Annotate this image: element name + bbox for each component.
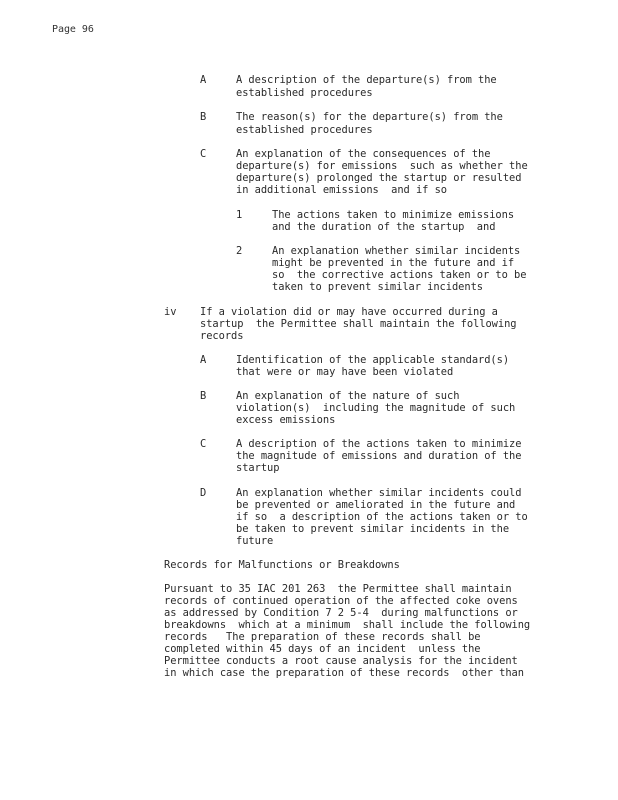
- item-text-line: excess emissions: [236, 414, 336, 426]
- subitem-marker: 1: [236, 209, 243, 221]
- item-text-line: The reason(s) for the departure(s) from the: [236, 111, 503, 123]
- section-text-line: records: [200, 330, 244, 342]
- subitem-text-line: might be prevented in the future and if: [272, 257, 515, 269]
- item-text-line: startup: [236, 462, 280, 474]
- item-text-line: established procedures: [236, 124, 373, 136]
- item-text-line: A description of the actions taken to minimize: [236, 438, 522, 450]
- item-text-line: if so a description of the actions taken or to: [236, 511, 528, 523]
- subitem-text-line: The actions taken to minimize emissions: [272, 209, 515, 221]
- item-text-line: An explanation of the consequences of the: [236, 148, 491, 160]
- subitem-marker: 2: [236, 245, 243, 257]
- item-text-line: be prevented or ameliorated in the future and: [236, 499, 516, 511]
- item-marker: B: [200, 390, 207, 402]
- paragraph-line: as addressed by Condition 7 2 5-4 during malfunctions or: [164, 607, 518, 619]
- item-text-line: violation(s) including the magnitude of such: [236, 402, 516, 414]
- item-text-line: in additional emissions and if so: [236, 184, 447, 196]
- item-marker: D: [200, 487, 207, 499]
- item-marker: C: [200, 438, 207, 450]
- subitem-text-line: taken to prevent similar incidents: [272, 281, 483, 293]
- paragraph-line: Pursuant to 35 IAC 201 263 the Permittee shall maintain: [164, 583, 512, 595]
- item-marker: A: [200, 354, 207, 366]
- paragraph-line: breakdowns which at a minimum shall include the following: [164, 619, 531, 631]
- paragraph-line: completed within 45 days of an incident unless the: [164, 643, 481, 655]
- item-text-line: the magnitude of emissions and duration of the: [236, 450, 522, 462]
- paragraph-line: in which case the preparation of these records other than: [164, 667, 524, 679]
- item-marker: A: [200, 74, 207, 86]
- item-text-line: An explanation of the nature of such: [236, 390, 460, 402]
- item-text-line: future: [236, 535, 274, 547]
- subitem-text-line: An explanation whether similar incidents: [272, 245, 521, 257]
- subitem-text-line: and the duration of the startup and: [272, 221, 496, 233]
- subitem-text-line: so the corrective actions taken or to be: [272, 269, 527, 281]
- item-text-line: be taken to prevent similar incidents in the: [236, 523, 510, 535]
- page-number: Page 96: [52, 24, 94, 35]
- section-marker: iv: [164, 306, 177, 318]
- item-text-line: An explanation whether similar incidents could: [236, 487, 522, 499]
- item-text-line: departure(s) prolonged the startup or resulted: [236, 172, 522, 184]
- paragraph-line: Permittee conducts a root cause analysis for the incident: [164, 655, 518, 667]
- section-text-line: startup the Permittee shall maintain the following: [200, 318, 517, 330]
- section-text-line: If a violation did or may have occurred during a: [200, 306, 498, 318]
- item-text-line: A description of the departure(s) from the: [236, 74, 497, 86]
- item-marker: C: [200, 148, 207, 160]
- section-heading: Records for Malfunctions or Breakdowns: [164, 559, 400, 571]
- paragraph-line: records The preparation of these records shall be: [164, 631, 481, 643]
- item-text-line: departure(s) for emissions such as whether the: [236, 160, 528, 172]
- item-text-line: Identification of the applicable standard(s): [236, 354, 510, 366]
- paragraph-line: records of continued operation of the affected coke ovens: [164, 595, 518, 607]
- item-marker: B: [200, 111, 207, 123]
- item-text-line: established procedures: [236, 87, 373, 99]
- item-text-line: that were or may have been violated: [236, 366, 454, 378]
